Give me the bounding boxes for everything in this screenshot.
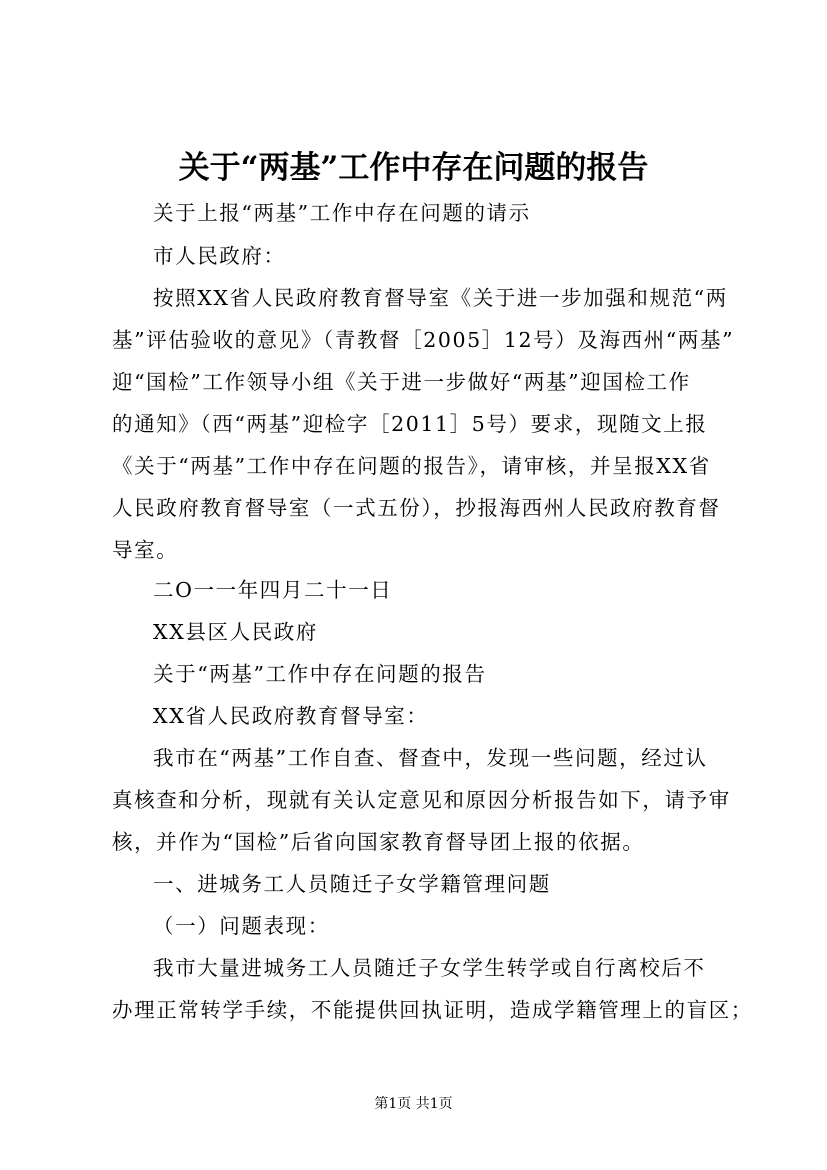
paragraph-line: 迎“国检”工作领导小组《关于进一步做好“两基”迎国检工作: [112, 370, 691, 394]
signature-line: XX县区人民政府: [153, 620, 318, 644]
section-heading: 一、进城务工人员随迁子女学籍管理问题: [153, 872, 551, 896]
subtitle-line: 关于“两基”工作中存在问题的报告: [153, 662, 487, 686]
paragraph-line: 真核查和分析，现就有关认定意见和原因分析报告如下，请予审: [112, 788, 731, 812]
paragraph-line: 办理正常转学手续，不能提供回执证明，造成学籍管理上的盲区；: [112, 998, 753, 1022]
date-line: 二O一一年四月二十一日: [153, 578, 393, 602]
paragraph-line: XX省人民政府教育督导室：: [153, 704, 429, 728]
paragraph-line: 核，并作为“国检”后省向国家教育督导团上报的依据。: [112, 830, 645, 854]
paragraph-line: 的通知》（西“两基”迎检字［2011］5号）要求，现随文上报: [112, 412, 708, 436]
paragraph-line: 关于上报“两基”工作中存在问题的请示: [153, 201, 531, 225]
paragraph-line: 导室。: [112, 538, 179, 562]
page-number-footer: 第1页 共1页: [374, 1096, 453, 1112]
paragraph-line: 《关于“两基”工作中存在问题的报告》，请审核，并呈报XX省: [112, 454, 711, 478]
paragraph-line: 我市大量进城务工人员随迁子女学生转学或自行离校后不: [153, 956, 706, 980]
paragraph-line: 市人民政府：: [153, 244, 286, 268]
paragraph-line: 基”评估验收的意见》（青教督［2005］12号）及海西州“两基”: [112, 328, 735, 352]
subsection-heading: （一）问题表现：: [153, 914, 330, 938]
document-title: 关于“两基”工作中存在问题的报告: [178, 150, 649, 186]
paragraph-line: 我市在“两基”工作自查、督查中，发现一些问题，经过认: [153, 746, 708, 770]
paragraph-line: 按照XX省人民政府教育督导室《关于进一步加强和规范“两: [153, 286, 728, 310]
paragraph-line: 人民政府教育督导室（一式五份），抄报海西州人民政府教育督: [112, 496, 721, 520]
